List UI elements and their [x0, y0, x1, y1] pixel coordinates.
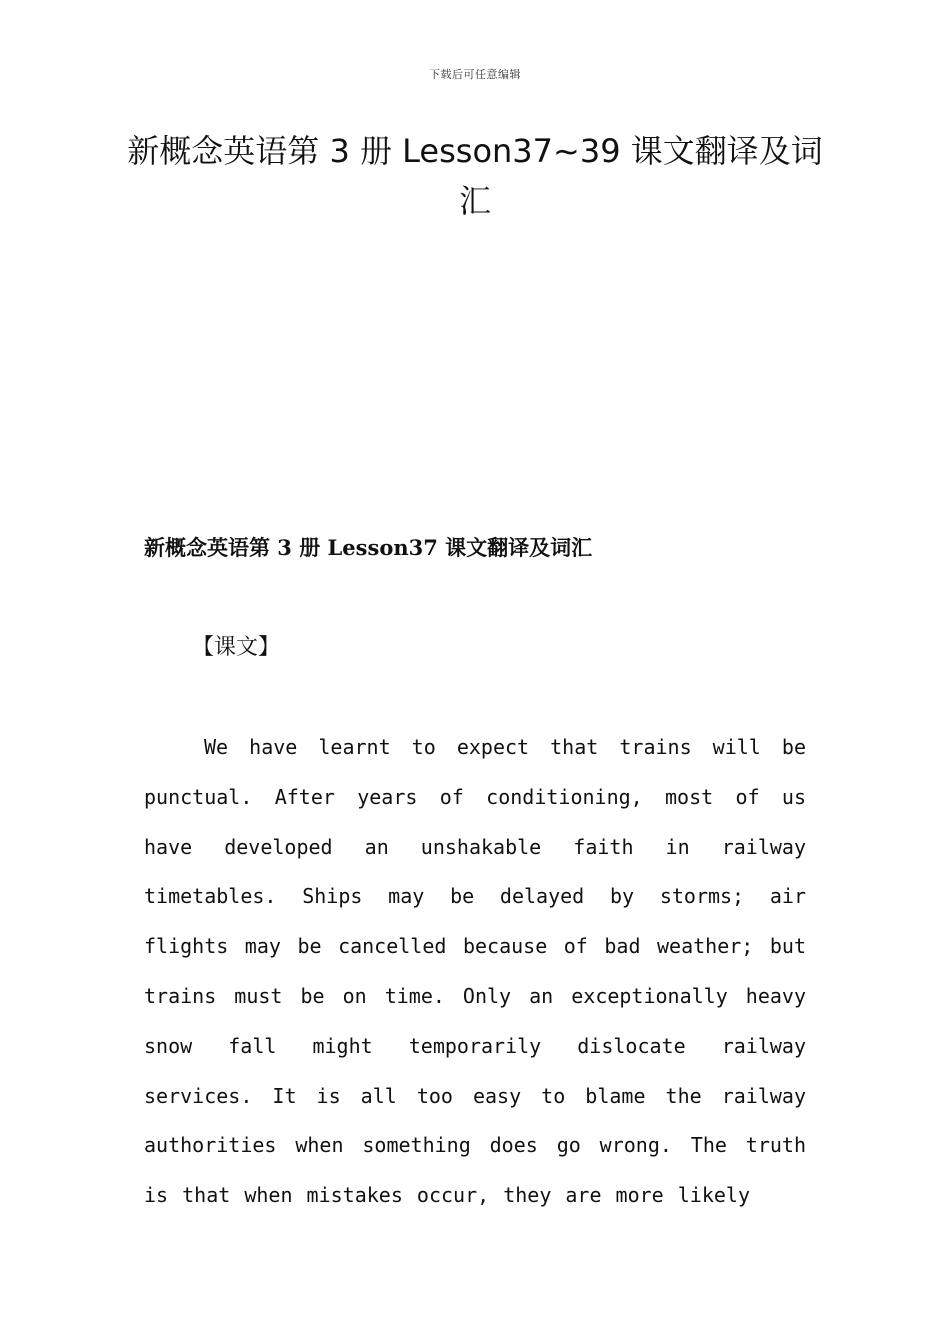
- lesson-paragraph: We have learnt to expect that trains will be punctual. After years of conditioning, most of us have developed an unshakable faith in railway timetables. Ships may be delayed by storms; air flights may be cancelled because of bad weather; but trains must be on time. Only an exceptionally heavy snow fall might temporarily dislocate railway services. It is all too easy to blame the railway authorities when something does go wrong. The truth is that when mistakes occur, they are more likely: [144, 735, 806, 1208]
- download-note: 下载后可任意编辑: [429, 68, 521, 81]
- document-title: 新概念英语第 3 册 Lesson37~39 课文翻译及词汇: [127, 132, 823, 220]
- text-label: 【课文】: [192, 635, 281, 660]
- section-title: 新概念英语第 3 册 Lesson37 课文翻译及词汇: [144, 535, 593, 560]
